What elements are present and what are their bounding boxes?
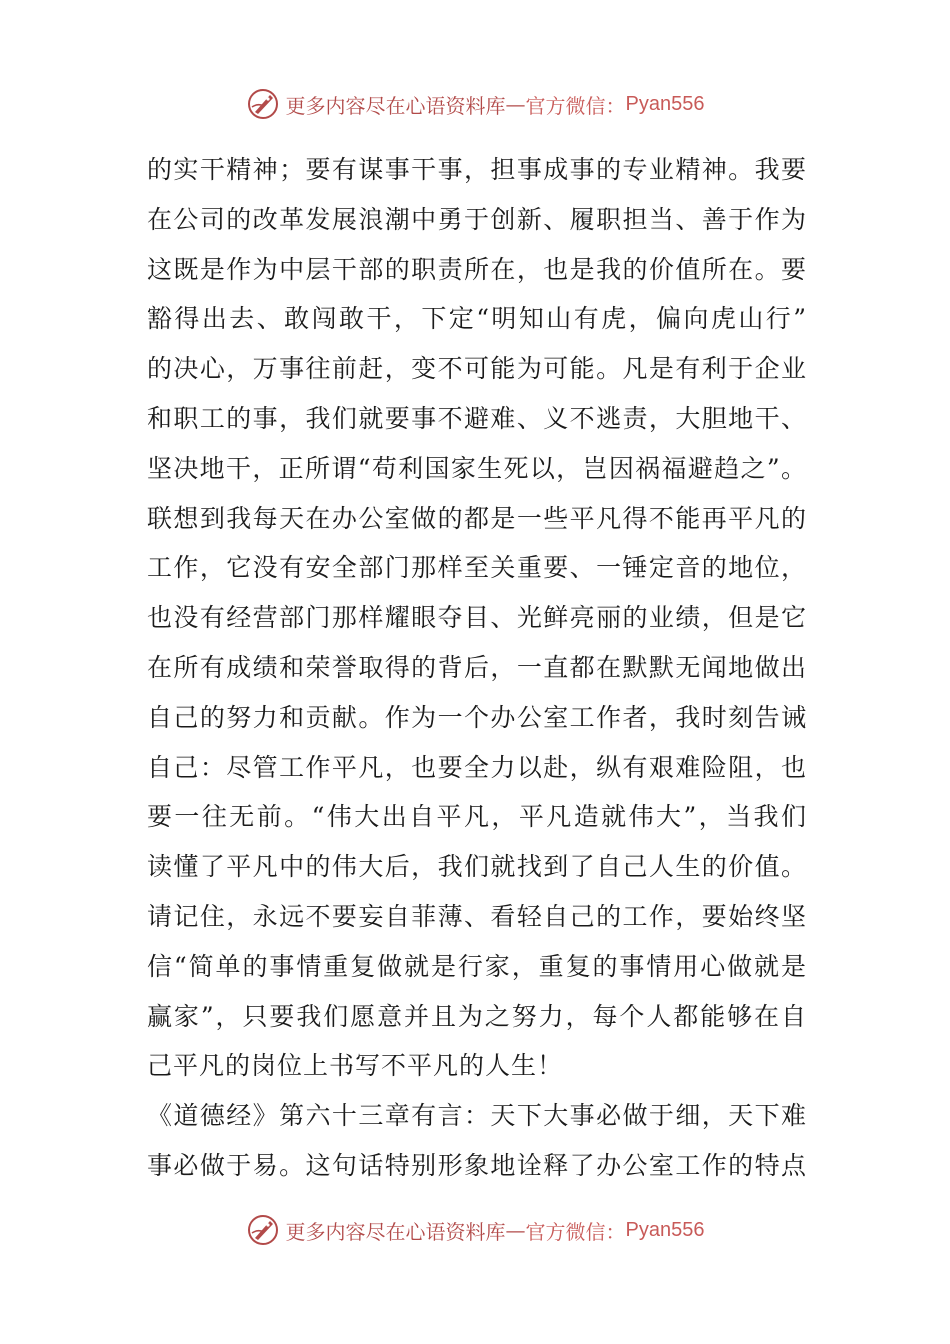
text-line: 要一往无前。“伟大出自平凡，平凡造就伟大”，当我们 xyxy=(147,802,807,832)
watermark-dash: — xyxy=(505,92,526,116)
text-line: 自己：尽管工作平凡，也要全力以赴，纵有艰难险阻，也 xyxy=(147,752,807,782)
pen-nib-icon xyxy=(246,87,280,121)
text-line: 豁得出去、敢闯敢干，下定“明知山有虎，偏向虎山行” xyxy=(147,304,807,334)
text-line: 和职工的事，我们就要事不避难、义不逃责，大胆地干、 xyxy=(147,403,807,433)
wechat-label: 官方微信： xyxy=(525,1219,626,1244)
text-line: 也没有经营部门那样耀眼夺目、光鲜亮丽的业绩，但是它 xyxy=(147,603,807,633)
text-line: 这既是作为中层干部的职责所在，也是我的价值所在。要 xyxy=(147,254,807,284)
text-line: 《道德经》第六十三章有言：天下大事必做于细，天下难 xyxy=(147,1101,807,1131)
text-line: 在公司的改革发展浪潮中勇于创新、履职担当、善于作为 xyxy=(147,204,807,234)
pen-nib-icon xyxy=(246,1213,280,1247)
text-line: 信“简单的事情重复做就是行家，重复的事情用心做就是 xyxy=(147,951,807,981)
footer-watermark xyxy=(0,1210,950,1250)
text-line: 坚决地干，正所谓“苟利国家生死以，岂因祸福避趋之”。 xyxy=(147,453,807,483)
text-line: 工作，它没有安全部门那样至关重要、一锤定音的地位， xyxy=(147,553,807,583)
wechat-id: Pyan556 xyxy=(625,1218,705,1241)
wechat-label: 官方微信： xyxy=(525,93,626,118)
text-line: 自己的努力和贡献。作为一个办公室工作者，我时刻告诫 xyxy=(147,702,807,732)
text-line: 赢家”，只要我们愿意并且为之努力，每个人都能够在自 xyxy=(147,1001,807,1031)
text-line: 读懂了平凡中的伟大后，我们就找到了自己人生的价值。 xyxy=(147,852,807,882)
text-line: 事必做于易。这句话特别形象地诠释了办公室工作的特点 xyxy=(147,1150,807,1180)
text-line: 联想到我每天在办公室做的都是一些平凡得不能再平凡的 xyxy=(147,503,807,533)
text-line: 在所有成绩和荣誉取得的背后，一直都在默默无闻地做出 xyxy=(147,652,807,682)
text-line: 请记住，永远不要妄自菲薄、看轻自己的工作，要始终坚 xyxy=(147,901,807,931)
text-line: 的决心，万事往前赶，变不可能为可能。凡是有利于企业 xyxy=(147,354,807,384)
document-body xyxy=(147,145,807,1191)
watermark-dash: — xyxy=(505,1218,526,1242)
text-line: 己平凡的岗位上书写不平凡的人生！ xyxy=(147,1051,564,1081)
watermark-text: 更多内容尽在心语资料库 xyxy=(285,1219,506,1244)
text-line: 的实干精神；要有谋事干事，担事成事的专业精神。我要 xyxy=(147,155,807,184)
watermark-text: 更多内容尽在心语资料库 xyxy=(285,93,506,118)
wechat-id: Pyan556 xyxy=(625,92,705,115)
header-watermark xyxy=(0,84,950,124)
